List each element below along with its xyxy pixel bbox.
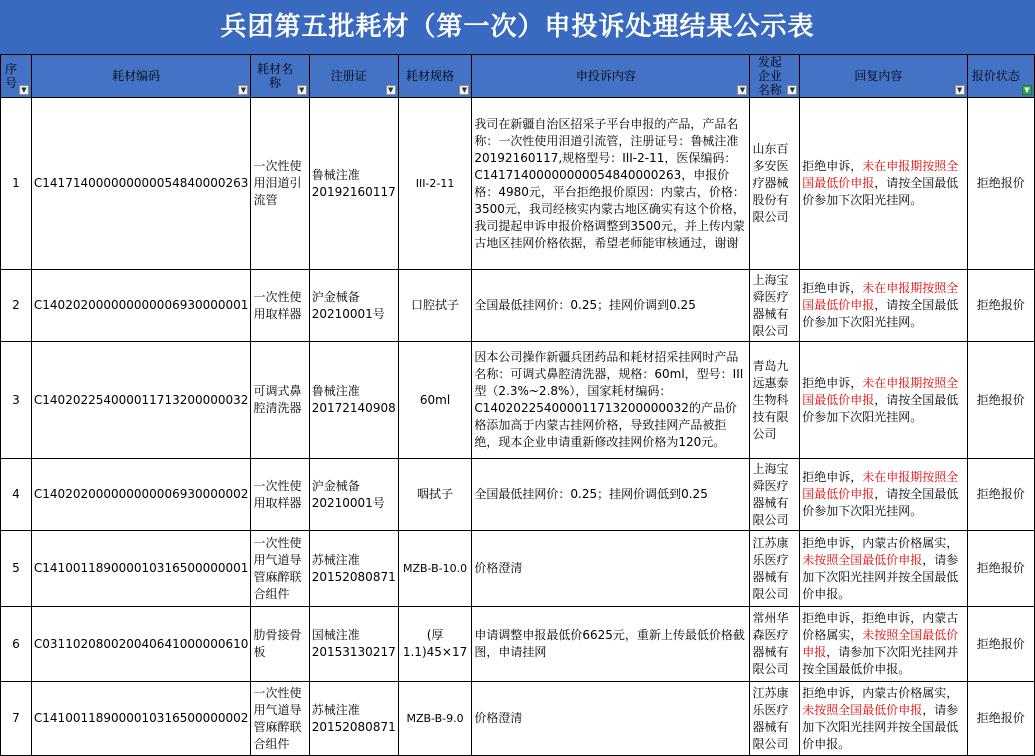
cell-code: C141714000000000054840000263 xyxy=(31,98,251,270)
cell-content: 申请调整申报最低价6625元，重新上传最低价格截图，申请挂网 xyxy=(472,607,750,682)
cell-code: C141001189000010316500000002 xyxy=(31,682,251,756)
col-header-name: 耗材名称 ▼ xyxy=(251,55,309,98)
cell-name: 一次性使用气道导管麻醉联合组件 xyxy=(251,682,309,756)
table-row xyxy=(1,270,1035,342)
complaint-results-table xyxy=(0,54,1035,756)
cell-code: C141001189000010316500000001 xyxy=(31,531,251,607)
page-title: 兵团第五批耗材（第一次）申投诉处理结果公示表 xyxy=(0,0,1035,54)
cell-reg: 苏械注准20152080871 xyxy=(309,682,398,756)
cell-content: 我司在新疆自治区招采子平台申报的产品，产品名称：一次性使用泪道引流管，注册证号：鲁械注准20192160117,规格型号：III-2-11，医保编码：C14171400000000054840000263，申报价格：4980元，平台拒绝报价原因：内蒙古，价格：3500元，我司经核实内蒙古地区确实有这个价格，我司提起申诉申报价格调整到3500元，并上传内蒙古地区挂网价格依据，希望老师能审核通过，谢谢 xyxy=(472,98,750,270)
header-row xyxy=(1,55,1035,98)
cell-company: 上海宝舜医疗器械有限公司 xyxy=(750,270,800,342)
filter-dropdown-icon[interactable]: ▼ xyxy=(787,85,797,95)
cell-status: 拒绝报价 xyxy=(967,342,1034,459)
cell-spec: MZB-B-9.0 xyxy=(398,682,472,756)
cell-seq: 2 xyxy=(1,270,32,342)
cell-status: 拒绝报价 xyxy=(967,459,1034,531)
cell-reg: 沪金械备20210001号 xyxy=(309,270,398,342)
filter-dropdown-icon[interactable]: ▼ xyxy=(386,85,396,95)
cell-reply: 拒绝申诉，未在申报期按照全国最低价申报，请按全国最低价参加下次阳光挂网。 xyxy=(800,459,967,531)
cell-spec: 口腔拭子 xyxy=(398,270,472,342)
cell-spec: (厚1.1)45×17 xyxy=(398,607,472,682)
cell-spec: 60ml xyxy=(398,342,472,459)
cell-name: 一次性使用气道导管麻醉联合组件 xyxy=(251,531,309,607)
cell-status: 拒绝报价 xyxy=(967,98,1034,270)
cell-reply: 拒绝申诉，内蒙古价格属实，未按照全国最低价申报，请参加下次阳光挂网并按全国最低价申报。 xyxy=(800,682,967,756)
cell-content: 价格澄清 xyxy=(472,531,750,607)
table-row xyxy=(1,98,1035,270)
col-header-spec: 耗材规格 ▼ xyxy=(398,55,472,98)
cell-seq: 3 xyxy=(1,342,32,459)
cell-code: C140202254000011713200000032 xyxy=(31,342,251,459)
table-row xyxy=(1,682,1035,756)
cell-company: 青岛九远惠泰生物科技有限公司 xyxy=(750,342,800,459)
cell-content: 价格澄清 xyxy=(472,682,750,756)
cell-status: 拒绝报价 xyxy=(967,607,1034,682)
filter-dropdown-icon[interactable]: ▼ xyxy=(459,85,469,95)
cell-spec: 咽拭子 xyxy=(398,459,472,531)
filter-active-icon[interactable]: ▼ xyxy=(1022,85,1032,95)
cell-spec: MZB-B-10.0 xyxy=(398,531,472,607)
cell-seq: 1 xyxy=(1,98,32,270)
cell-status: 拒绝报价 xyxy=(967,531,1034,607)
cell-name: 一次性使用泪道引流管 xyxy=(251,98,309,270)
cell-reg: 鲁械注准20172140908 xyxy=(309,342,398,459)
cell-company: 常州华森医疗器械有限公司 xyxy=(750,607,800,682)
filter-dropdown-icon[interactable]: ▼ xyxy=(297,85,307,95)
cell-reg: 鲁械注准20192160117 xyxy=(309,98,398,270)
cell-company: 上海宝舜医疗器械有限公司 xyxy=(750,459,800,531)
filter-dropdown-icon[interactable]: ▼ xyxy=(19,85,29,95)
col-header-seq: 序号 ▼ xyxy=(1,55,32,98)
filter-dropdown-icon[interactable]: ▼ xyxy=(238,85,248,95)
cell-name: 可调式鼻腔清洗器 xyxy=(251,342,309,459)
cell-name: 一次性使用取样器 xyxy=(251,459,309,531)
cell-reply: 拒绝申诉，内蒙古价格属实，未按照全国最低价申报，请参加下次阳光挂网并按全国最低价申报。 xyxy=(800,531,967,607)
cell-code: C140202000000000006930000002 xyxy=(31,459,251,531)
cell-name: 肋骨接骨板 xyxy=(251,607,309,682)
table-row xyxy=(1,531,1035,607)
col-header-status: 报价状态 ▼ xyxy=(967,55,1034,98)
cell-content: 因本公司操作新疆兵团药品和耗材招采挂网时产品名称：可调式鼻腔清洗器，规格：60ml，型号：III型（2.3%~2.8%），国家耗材编码：C140202254000011713200000032的产品价格添加高于内蒙古挂网价格，导致挂网产品被拒绝，现本企业申请重新修改挂网价格为120元。 xyxy=(472,342,750,459)
cell-reg: 苏械注准20152080871 xyxy=(309,531,398,607)
table-row xyxy=(1,607,1035,682)
cell-content: 全国最低挂网价：0.25；挂网价调到0.25 xyxy=(472,270,750,342)
cell-name: 一次性使用取样器 xyxy=(251,270,309,342)
col-header-content: 申投诉内容 ▼ xyxy=(472,55,750,98)
filter-dropdown-icon[interactable]: ▼ xyxy=(737,85,747,95)
cell-content: 全国最低挂网价：0.25；挂网价调低到0.25 xyxy=(472,459,750,531)
cell-seq: 5 xyxy=(1,531,32,607)
table-row xyxy=(1,459,1035,531)
cell-spec: III-2-11 xyxy=(398,98,472,270)
cell-seq: 6 xyxy=(1,607,32,682)
cell-company: 山东百多安医疗器械股份有限公司 xyxy=(750,98,800,270)
col-header-reg: 注册证 ▼ xyxy=(309,55,398,98)
cell-company: 江苏康乐医疗器械有限公司 xyxy=(750,531,800,607)
cell-reply: 拒绝申诉，未在申报期按照全国最低价申报，请按全国最低价参加下次阳光挂网。 xyxy=(800,342,967,459)
col-header-reply: 回复内容 ▼ xyxy=(800,55,967,98)
cell-seq: 7 xyxy=(1,682,32,756)
cell-company: 江苏康乐医疗器械有限公司 xyxy=(750,682,800,756)
cell-status: 拒绝报价 xyxy=(967,682,1034,756)
cell-reg: 沪金械备20210001号 xyxy=(309,459,398,531)
cell-seq: 4 xyxy=(1,459,32,531)
col-header-company: 发起企业名称 ▼ xyxy=(750,55,800,98)
cell-reply: 拒绝申诉，拒绝申诉，内蒙古价格属实，未按照全国最低价申报，请参加下次阳光挂网并按全国最低价申报。 xyxy=(800,607,967,682)
cell-code: C140202000000000006930000001 xyxy=(31,270,251,342)
cell-reply: 拒绝申诉，未在申报期按照全国最低价申报，请按全国最低价参加下次阳光挂网。 xyxy=(800,98,967,270)
table-row xyxy=(1,342,1035,459)
col-header-code: 耗材编码 ▼ xyxy=(31,55,251,98)
cell-code: C031102080020040641000000610 xyxy=(31,607,251,682)
filter-dropdown-icon[interactable]: ▼ xyxy=(955,85,965,95)
cell-reg: 国械注准20153130217 xyxy=(309,607,398,682)
cell-reply: 拒绝申诉，未在申报期按照全国最低价申报，请按全国最低价参加下次阳光挂网。 xyxy=(800,270,967,342)
cell-status: 拒绝报价 xyxy=(967,270,1034,342)
